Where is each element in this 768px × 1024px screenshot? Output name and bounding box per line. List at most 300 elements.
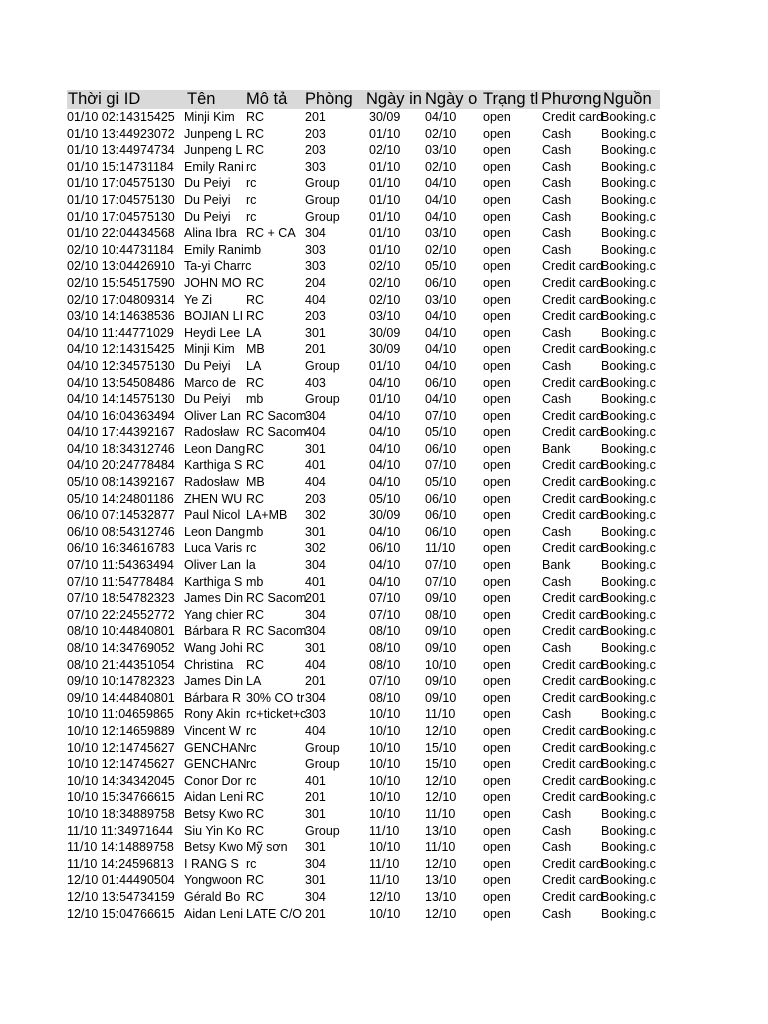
cell-status[interactable]: open bbox=[483, 226, 511, 241]
cell-payment[interactable]: Credit card bbox=[542, 491, 604, 506]
cell-room[interactable]: 303 bbox=[305, 259, 326, 274]
cell-payment[interactable]: Cash bbox=[542, 159, 572, 174]
cell-payment[interactable]: Cash bbox=[542, 242, 572, 257]
cell-checkout[interactable]: 06/10 bbox=[425, 508, 457, 523]
header-name[interactable]: Tên bbox=[187, 90, 216, 108]
cell-room[interactable]: 203 bbox=[305, 143, 326, 158]
cell-checkin[interactable]: 08/10 bbox=[369, 641, 401, 655]
cell-payment[interactable]: Cash bbox=[542, 823, 572, 838]
cell-checkout[interactable]: 13/10 bbox=[425, 873, 457, 888]
cell-source[interactable]: Booking.c bbox=[601, 624, 656, 639]
cell-room[interactable]: 203 bbox=[305, 126, 326, 141]
cell-checkout[interactable]: 09/10 bbox=[425, 624, 457, 639]
cell-name[interactable]: Du Peiyi bbox=[184, 209, 231, 224]
cell-description[interactable]: RC bbox=[246, 126, 265, 141]
cell-source[interactable]: Booking.c bbox=[601, 889, 656, 904]
cell-description[interactable]: RC + CA bbox=[246, 226, 296, 241]
cell-checkout[interactable]: 10/10 bbox=[425, 657, 457, 672]
cell-checkin[interactable]: 10/10 bbox=[369, 790, 401, 805]
cell-description[interactable]: rc bbox=[246, 773, 257, 788]
header-time[interactable]: Thời gi ID bbox=[68, 90, 141, 108]
cell-status[interactable]: open bbox=[483, 441, 511, 456]
cell-room[interactable]: 304 bbox=[305, 624, 326, 639]
cell-checkin[interactable]: 07/10 bbox=[369, 674, 401, 689]
cell-status[interactable]: open bbox=[483, 558, 511, 573]
cell-payment[interactable]: Cash bbox=[542, 641, 572, 655]
cell-status[interactable]: open bbox=[483, 591, 511, 606]
cell-checkin[interactable]: 04/10 bbox=[369, 425, 401, 440]
cell-room[interactable]: 301 bbox=[305, 325, 326, 340]
cell-source[interactable]: Booking.c bbox=[601, 425, 656, 440]
cell-source[interactable]: Booking.c bbox=[601, 408, 656, 423]
cell-description[interactable]: RC bbox=[246, 292, 265, 307]
cell-source[interactable]: Booking.c bbox=[601, 806, 656, 821]
cell-checkout[interactable]: 13/10 bbox=[425, 823, 457, 838]
cell-description[interactable]: RC bbox=[246, 889, 265, 904]
cell-checkin[interactable]: 04/10 bbox=[369, 408, 401, 423]
cell-status[interactable]: open bbox=[483, 823, 511, 838]
cell-payment[interactable]: Cash bbox=[542, 574, 572, 589]
cell-time-id[interactable]: 04/10 18:34312746 bbox=[67, 441, 175, 456]
cell-status[interactable]: open bbox=[483, 342, 511, 357]
cell-checkin[interactable]: 02/10 bbox=[369, 143, 401, 158]
cell-status[interactable]: open bbox=[483, 408, 511, 423]
cell-source[interactable]: Booking.c bbox=[601, 226, 656, 241]
cell-checkout[interactable]: 02/10 bbox=[425, 159, 457, 174]
cell-status[interactable]: open bbox=[483, 906, 511, 921]
cell-time-id[interactable]: 07/10 11:54778484 bbox=[67, 574, 174, 589]
cell-room[interactable]: 401 bbox=[305, 574, 326, 589]
cell-status[interactable]: open bbox=[483, 126, 511, 141]
cell-payment[interactable]: Cash bbox=[542, 226, 572, 241]
cell-source[interactable]: Booking.c bbox=[601, 192, 656, 207]
cell-time-id[interactable]: 03/10 14:14638536 bbox=[67, 309, 175, 324]
cell-checkout[interactable]: 11/10 bbox=[425, 541, 456, 556]
cell-payment[interactable]: Cash bbox=[542, 126, 572, 141]
cell-name[interactable]: GENCHAN bbox=[184, 757, 247, 772]
cell-checkin[interactable]: 01/10 bbox=[369, 392, 401, 407]
cell-description[interactable]: rc bbox=[246, 740, 257, 755]
cell-name[interactable]: Ye Zi bbox=[184, 292, 213, 307]
cell-status[interactable]: open bbox=[483, 110, 511, 124]
cell-name[interactable]: Karthiga S bbox=[184, 574, 243, 589]
cell-source[interactable]: Booking.c bbox=[601, 143, 656, 158]
cell-checkin[interactable]: 01/10 bbox=[369, 242, 401, 257]
cell-checkin[interactable]: 01/10 bbox=[369, 358, 401, 373]
cell-checkin[interactable]: 01/10 bbox=[369, 209, 401, 224]
cell-time-id[interactable]: 07/10 18:54782323 bbox=[67, 591, 175, 606]
cell-checkin[interactable]: 10/10 bbox=[369, 840, 401, 855]
cell-time-id[interactable]: 12/10 01:44490504 bbox=[67, 873, 175, 888]
cell-payment[interactable]: Credit card bbox=[542, 790, 604, 805]
cell-checkout[interactable]: 03/10 bbox=[425, 226, 457, 241]
cell-time-id[interactable]: 04/10 14:14575130 bbox=[67, 392, 175, 407]
cell-checkout[interactable]: 15/10 bbox=[425, 740, 457, 755]
cell-name[interactable]: James Din bbox=[184, 674, 244, 689]
cell-payment[interactable]: Cash bbox=[542, 325, 572, 340]
cell-payment[interactable]: Credit card bbox=[542, 856, 604, 871]
cell-description[interactable]: rc bbox=[246, 856, 257, 871]
cell-room[interactable]: 304 bbox=[305, 558, 326, 573]
cell-name[interactable]: Oliver Lan bbox=[184, 408, 241, 423]
cell-time-id[interactable]: 08/10 21:44351054 bbox=[67, 657, 175, 672]
cell-checkin[interactable]: 11/10 bbox=[369, 823, 400, 838]
cell-time-id[interactable]: 10/10 18:34889758 bbox=[67, 806, 175, 821]
cell-source[interactable]: Booking.c bbox=[601, 906, 656, 921]
cell-checkin[interactable]: 10/10 bbox=[369, 773, 401, 788]
cell-name[interactable]: GENCHAN bbox=[184, 740, 247, 755]
cell-time-id[interactable]: 10/10 12:14745627 bbox=[67, 757, 175, 772]
cell-description[interactable]: LA+MB bbox=[246, 508, 288, 523]
cell-time-id[interactable]: 05/10 14:24801186 bbox=[67, 491, 174, 506]
cell-source[interactable]: Booking.c bbox=[601, 342, 656, 357]
cell-name[interactable]: BOJIAN LI bbox=[184, 309, 244, 324]
cell-description[interactable]: RC bbox=[246, 641, 265, 655]
cell-description[interactable]: RC bbox=[246, 491, 265, 506]
cell-checkin[interactable]: 05/10 bbox=[369, 491, 401, 506]
cell-source[interactable]: Booking.c bbox=[601, 657, 656, 672]
cell-source[interactable]: Booking.c bbox=[601, 392, 656, 407]
cell-time-id[interactable]: 04/10 11:44771029 bbox=[67, 325, 174, 340]
cell-time-id[interactable]: 10/10 11:04659865 bbox=[67, 707, 174, 722]
cell-name[interactable]: Du Peiyi bbox=[184, 358, 231, 373]
cell-payment[interactable]: Cash bbox=[542, 806, 572, 821]
cell-checkout[interactable]: 04/10 bbox=[425, 309, 457, 324]
cell-checkout[interactable]: 13/10 bbox=[425, 889, 457, 904]
cell-name[interactable]: Marco de bbox=[184, 375, 237, 390]
cell-source[interactable]: Booking.c bbox=[601, 508, 656, 523]
cell-checkout[interactable]: 04/10 bbox=[425, 392, 457, 407]
cell-description[interactable]: rc bbox=[246, 209, 257, 224]
cell-description[interactable]: MB bbox=[246, 475, 265, 490]
cell-checkin[interactable]: 03/10 bbox=[369, 309, 401, 324]
cell-checkout[interactable]: 09/10 bbox=[425, 674, 457, 689]
cell-description[interactable]: RC bbox=[246, 143, 265, 158]
cell-checkin[interactable]: 08/10 bbox=[369, 624, 401, 639]
cell-name[interactable]: Karthiga S bbox=[184, 458, 243, 473]
cell-description[interactable]: mb bbox=[246, 574, 264, 589]
cell-checkin[interactable]: 30/09 bbox=[369, 110, 401, 124]
cell-checkout[interactable]: 03/10 bbox=[425, 292, 457, 307]
cell-checkin[interactable]: 02/10 bbox=[369, 275, 401, 290]
cell-source[interactable]: Booking.c bbox=[601, 110, 656, 124]
cell-status[interactable]: open bbox=[483, 707, 511, 722]
cell-room[interactable]: 301 bbox=[305, 873, 326, 888]
cell-checkout[interactable]: 11/10 bbox=[425, 806, 456, 821]
cell-checkin[interactable]: 04/10 bbox=[369, 475, 401, 490]
cell-checkin[interactable]: 04/10 bbox=[369, 558, 401, 573]
cell-status[interactable]: open bbox=[483, 259, 511, 274]
cell-room[interactable]: 303 bbox=[305, 159, 326, 174]
cell-checkin[interactable]: 01/10 bbox=[369, 159, 401, 174]
cell-checkin[interactable]: 04/10 bbox=[369, 441, 401, 456]
cell-status[interactable]: open bbox=[483, 790, 511, 805]
cell-description[interactable]: LA bbox=[246, 674, 262, 689]
cell-name[interactable]: Aidan Leni bbox=[184, 906, 244, 921]
cell-description[interactable]: RC bbox=[246, 873, 265, 888]
cell-checkout[interactable]: 06/10 bbox=[425, 375, 457, 390]
cell-room[interactable]: Group bbox=[305, 192, 340, 207]
cell-checkin[interactable]: 04/10 bbox=[369, 375, 401, 390]
cell-description[interactable]: rc bbox=[246, 541, 257, 556]
cell-name[interactable]: Leon Dang bbox=[184, 441, 246, 456]
cell-source[interactable]: Booking.c bbox=[601, 309, 656, 324]
cell-name[interactable]: Betsy Kwo bbox=[184, 806, 244, 821]
cell-time-id[interactable]: 10/10 14:34342045 bbox=[67, 773, 175, 788]
cell-description[interactable]: LA bbox=[246, 358, 262, 373]
cell-description[interactable]: MB bbox=[246, 342, 265, 357]
cell-status[interactable]: open bbox=[483, 873, 511, 888]
cell-time-id[interactable]: 04/10 16:04363494 bbox=[67, 408, 175, 423]
cell-payment[interactable]: Cash bbox=[542, 840, 572, 855]
cell-room[interactable]: 204 bbox=[305, 275, 326, 290]
cell-source[interactable]: Booking.c bbox=[601, 159, 656, 174]
cell-time-id[interactable]: 04/10 13:54508486 bbox=[67, 375, 175, 390]
cell-checkin[interactable]: 07/10 bbox=[369, 607, 401, 622]
cell-checkin[interactable]: 10/10 bbox=[369, 740, 401, 755]
cell-room[interactable]: 301 bbox=[305, 840, 326, 855]
cell-payment[interactable]: Credit card bbox=[542, 458, 604, 473]
cell-checkout[interactable]: 07/10 bbox=[425, 574, 457, 589]
cell-description[interactable]: RC bbox=[246, 275, 265, 290]
cell-source[interactable]: Booking.c bbox=[601, 840, 656, 855]
cell-name[interactable]: Radosław bbox=[184, 475, 239, 490]
cell-checkin[interactable]: 04/10 bbox=[369, 524, 401, 539]
header-description[interactable]: Mô tả bbox=[246, 90, 288, 108]
cell-checkout[interactable]: 06/10 bbox=[425, 491, 457, 506]
cell-status[interactable]: open bbox=[483, 292, 511, 307]
cell-source[interactable]: Booking.c bbox=[601, 325, 656, 340]
cell-time-id[interactable]: 11/10 11:34971644 bbox=[67, 823, 173, 838]
cell-name[interactable]: Leon Dang bbox=[184, 524, 246, 539]
cell-checkout[interactable]: 04/10 bbox=[425, 176, 457, 191]
cell-source[interactable]: Booking.c bbox=[601, 558, 656, 573]
cell-name[interactable]: Gérald Bo bbox=[184, 889, 241, 904]
cell-room[interactable]: 304 bbox=[305, 856, 326, 871]
cell-room[interactable]: Group bbox=[305, 209, 340, 224]
cell-name[interactable]: Betsy Kwo bbox=[184, 840, 244, 855]
cell-time-id[interactable]: 04/10 20:24778484 bbox=[67, 458, 175, 473]
cell-room[interactable]: 201 bbox=[305, 591, 326, 606]
cell-payment[interactable]: Credit card bbox=[542, 607, 604, 622]
cell-description[interactable]: rc+ticket+c bbox=[246, 707, 307, 722]
cell-payment[interactable]: Credit card bbox=[542, 690, 604, 705]
cell-description[interactable]: LATE C/O bbox=[246, 906, 303, 921]
cell-payment[interactable]: Credit card bbox=[542, 425, 604, 440]
cell-source[interactable]: Booking.c bbox=[601, 790, 656, 805]
cell-checkin[interactable]: 11/10 bbox=[369, 856, 400, 871]
cell-time-id[interactable]: 10/10 12:14659889 bbox=[67, 723, 175, 738]
cell-status[interactable]: open bbox=[483, 375, 511, 390]
cell-status[interactable]: open bbox=[483, 309, 511, 324]
cell-checkout[interactable]: 04/10 bbox=[425, 325, 457, 340]
cell-time-id[interactable]: 09/10 14:44840801 bbox=[67, 690, 175, 705]
cell-name[interactable]: Ta-yi Charrc bbox=[184, 259, 252, 274]
cell-room[interactable]: 203 bbox=[305, 309, 326, 324]
cell-name[interactable]: Siu Yin Ko bbox=[184, 823, 242, 838]
cell-status[interactable]: open bbox=[483, 143, 511, 158]
cell-room[interactable]: 401 bbox=[305, 773, 326, 788]
cell-checkin[interactable]: 04/10 bbox=[369, 458, 401, 473]
cell-source[interactable]: Booking.c bbox=[601, 491, 656, 506]
cell-checkin[interactable]: 10/10 bbox=[369, 757, 401, 772]
cell-time-id[interactable]: 01/10 02:14315425 bbox=[67, 110, 175, 124]
cell-status[interactable]: open bbox=[483, 508, 511, 523]
cell-status[interactable]: open bbox=[483, 889, 511, 904]
cell-checkout[interactable]: 12/10 bbox=[425, 856, 457, 871]
cell-time-id[interactable]: 01/10 15:14731184 bbox=[67, 159, 174, 174]
header-checkin[interactable]: Ngày in bbox=[366, 90, 422, 108]
cell-description[interactable]: Mỹ sơn bbox=[246, 840, 288, 855]
cell-name[interactable]: Vincent W bbox=[184, 723, 241, 738]
cell-room[interactable]: Group bbox=[305, 823, 340, 838]
cell-checkout[interactable]: 08/10 bbox=[425, 607, 457, 622]
cell-checkout[interactable]: 04/10 bbox=[425, 110, 457, 124]
cell-status[interactable]: open bbox=[483, 176, 511, 191]
cell-time-id[interactable]: 01/10 13:44923072 bbox=[67, 126, 175, 141]
cell-description[interactable]: RC Sacom bbox=[246, 408, 307, 423]
cell-name[interactable]: Radosław bbox=[184, 425, 239, 440]
header-payment[interactable]: Phương bbox=[541, 90, 602, 108]
cell-room[interactable]: 404 bbox=[305, 425, 326, 440]
cell-room[interactable]: 301 bbox=[305, 441, 326, 456]
cell-name[interactable]: ZHEN WU bbox=[184, 491, 243, 506]
cell-payment[interactable]: Cash bbox=[542, 906, 572, 921]
cell-room[interactable]: 401 bbox=[305, 458, 326, 473]
cell-status[interactable]: open bbox=[483, 806, 511, 821]
cell-room[interactable]: 201 bbox=[305, 906, 326, 921]
cell-name[interactable]: Bárbara R bbox=[184, 690, 241, 705]
cell-source[interactable]: Booking.c bbox=[601, 757, 656, 772]
cell-room[interactable]: 201 bbox=[305, 110, 326, 124]
cell-name[interactable]: Wang Johi bbox=[184, 641, 243, 655]
cell-time-id[interactable]: 01/10 22:04434568 bbox=[67, 226, 175, 241]
cell-source[interactable]: Booking.c bbox=[601, 707, 656, 722]
cell-status[interactable]: open bbox=[483, 856, 511, 871]
cell-time-id[interactable]: 02/10 13:04426910 bbox=[67, 259, 175, 274]
cell-time-id[interactable]: 06/10 07:14532877 bbox=[67, 508, 175, 523]
cell-name[interactable]: Emily Rani bbox=[184, 159, 244, 174]
cell-room[interactable]: Group bbox=[305, 358, 340, 373]
cell-checkout[interactable]: 06/10 bbox=[425, 275, 457, 290]
cell-name[interactable]: Oliver Lan bbox=[184, 558, 241, 573]
cell-checkout[interactable]: 09/10 bbox=[425, 591, 457, 606]
cell-description[interactable]: RC Sacom bbox=[246, 624, 307, 639]
cell-payment[interactable]: Credit card bbox=[542, 723, 604, 738]
cell-source[interactable]: Booking.c bbox=[601, 358, 656, 373]
cell-payment[interactable]: Cash bbox=[542, 143, 572, 158]
cell-source[interactable]: Booking.c bbox=[601, 873, 656, 888]
cell-payment[interactable]: Credit card bbox=[542, 342, 604, 357]
cell-time-id[interactable]: 06/10 08:54312746 bbox=[67, 524, 175, 539]
cell-source[interactable]: Booking.c bbox=[601, 292, 656, 307]
cell-status[interactable]: open bbox=[483, 458, 511, 473]
cell-checkout[interactable]: 02/10 bbox=[425, 242, 457, 257]
cell-checkin[interactable]: 10/10 bbox=[369, 906, 401, 921]
cell-checkin[interactable]: 10/10 bbox=[369, 806, 401, 821]
cell-status[interactable]: open bbox=[483, 541, 511, 556]
cell-checkout[interactable]: 05/10 bbox=[425, 475, 457, 490]
cell-room[interactable]: 301 bbox=[305, 524, 326, 539]
cell-description[interactable]: la bbox=[246, 558, 256, 573]
cell-room[interactable]: 404 bbox=[305, 475, 326, 490]
cell-status[interactable]: open bbox=[483, 690, 511, 705]
cell-description[interactable]: RC bbox=[246, 607, 265, 622]
cell-checkout[interactable]: 12/10 bbox=[425, 906, 457, 921]
cell-payment[interactable]: Credit card bbox=[542, 110, 604, 124]
cell-name[interactable]: Luca Varis bbox=[184, 541, 243, 556]
cell-payment[interactable]: Credit card bbox=[542, 292, 604, 307]
cell-room[interactable]: 201 bbox=[305, 342, 326, 357]
cell-name[interactable]: Du Peiyi bbox=[184, 176, 231, 191]
cell-checkin[interactable]: 10/10 bbox=[369, 707, 401, 722]
cell-name[interactable]: Emily Ranimb bbox=[184, 242, 262, 257]
cell-status[interactable]: open bbox=[483, 723, 511, 738]
cell-description[interactable]: RC bbox=[246, 657, 265, 672]
cell-source[interactable]: Booking.c bbox=[601, 674, 656, 689]
cell-source[interactable]: Booking.c bbox=[601, 242, 656, 257]
cell-payment[interactable]: Credit card bbox=[542, 624, 604, 639]
cell-status[interactable]: open bbox=[483, 840, 511, 855]
cell-room[interactable]: Group bbox=[305, 176, 340, 191]
cell-payment[interactable]: Credit card bbox=[542, 375, 604, 390]
cell-room[interactable]: 304 bbox=[305, 690, 326, 705]
cell-checkin[interactable]: 01/10 bbox=[369, 226, 401, 241]
cell-payment[interactable]: Credit card bbox=[542, 508, 604, 523]
cell-status[interactable]: open bbox=[483, 475, 511, 490]
cell-name[interactable]: Conor Dor bbox=[184, 773, 242, 788]
cell-checkout[interactable]: 07/10 bbox=[425, 558, 457, 573]
cell-checkin[interactable]: 30/09 bbox=[369, 325, 401, 340]
cell-room[interactable]: 302 bbox=[305, 508, 326, 523]
cell-description[interactable]: RC bbox=[246, 110, 265, 124]
cell-name[interactable]: Alina Ibra bbox=[184, 226, 237, 241]
cell-time-id[interactable]: 01/10 17:04575130 bbox=[67, 209, 175, 224]
cell-time-id[interactable]: 08/10 14:34769052 bbox=[67, 641, 175, 655]
cell-payment[interactable]: Cash bbox=[542, 358, 572, 373]
cell-room[interactable]: 201 bbox=[305, 790, 326, 805]
cell-source[interactable]: Booking.c bbox=[601, 574, 656, 589]
cell-checkin[interactable]: 01/10 bbox=[369, 126, 401, 141]
cell-checkout[interactable]: 06/10 bbox=[425, 524, 457, 539]
cell-description[interactable]: rc bbox=[246, 757, 257, 772]
cell-checkout[interactable]: 07/10 bbox=[425, 458, 457, 473]
cell-name[interactable]: Minji Kim bbox=[184, 110, 235, 124]
cell-time-id[interactable]: 01/10 13:44974734 bbox=[67, 143, 175, 158]
cell-checkout[interactable]: 05/10 bbox=[425, 425, 457, 440]
cell-payment[interactable]: Credit card bbox=[542, 889, 604, 904]
cell-checkout[interactable]: 09/10 bbox=[425, 641, 457, 655]
cell-time-id[interactable]: 02/10 17:04809314 bbox=[67, 292, 175, 307]
cell-room[interactable]: 404 bbox=[305, 723, 326, 738]
cell-status[interactable]: open bbox=[483, 425, 511, 440]
cell-room[interactable]: Group bbox=[305, 757, 340, 772]
cell-name[interactable]: Junpeng L bbox=[184, 143, 243, 158]
cell-source[interactable]: Booking.c bbox=[601, 823, 656, 838]
cell-checkin[interactable]: 11/10 bbox=[369, 873, 400, 888]
header-status[interactable]: Trạng tl bbox=[483, 90, 539, 108]
cell-description[interactable]: rc bbox=[246, 723, 257, 738]
cell-payment[interactable]: Credit card bbox=[542, 259, 604, 274]
cell-name[interactable]: Du Peiyi bbox=[184, 392, 231, 407]
cell-status[interactable]: open bbox=[483, 740, 511, 755]
cell-status[interactable]: open bbox=[483, 574, 511, 589]
cell-status[interactable]: open bbox=[483, 392, 511, 407]
cell-description[interactable]: RC bbox=[246, 309, 265, 324]
cell-room[interactable]: 303 bbox=[305, 707, 326, 722]
cell-room[interactable]: 304 bbox=[305, 408, 326, 423]
cell-status[interactable]: open bbox=[483, 757, 511, 772]
